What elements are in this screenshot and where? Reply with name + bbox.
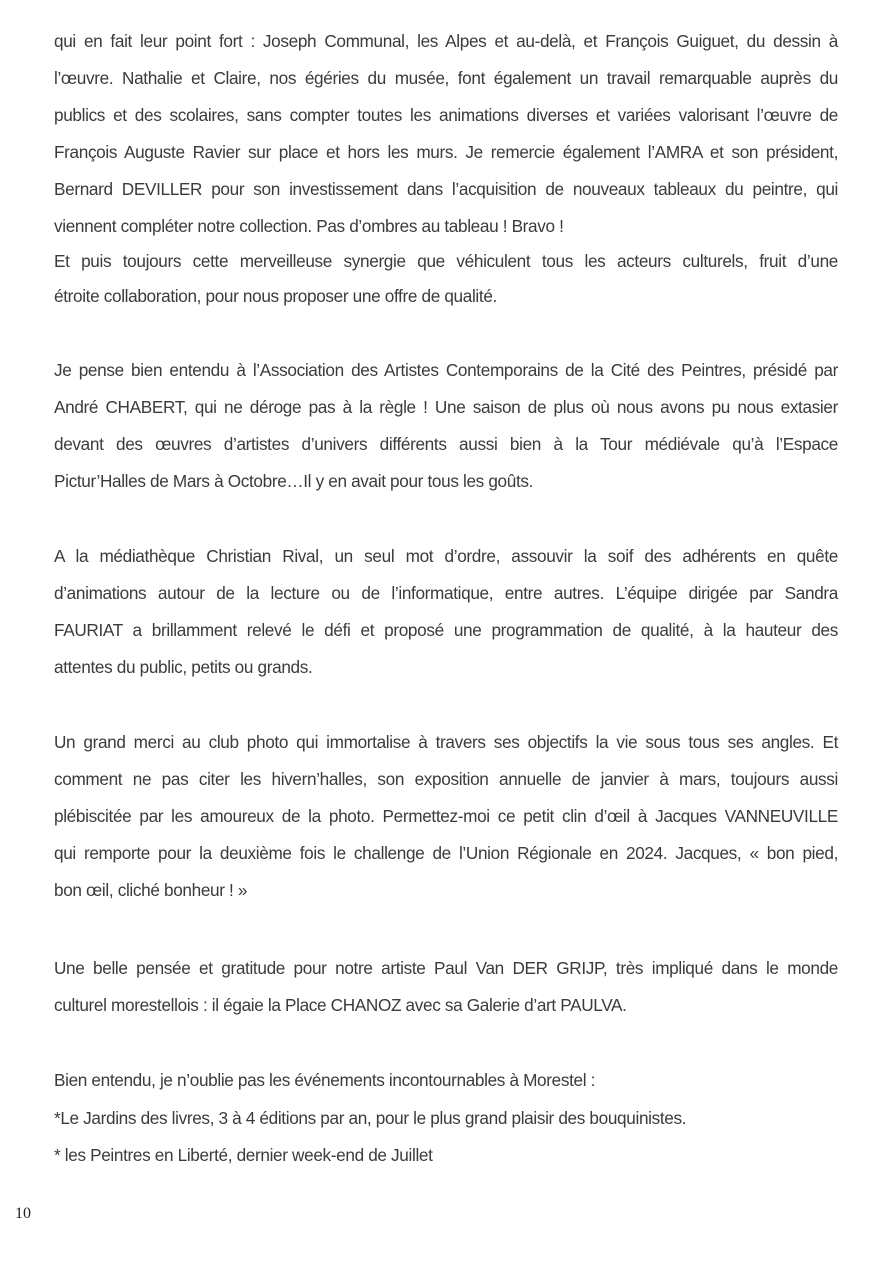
text-line: plébiscitée par les amoureux de la photo. Permettez-moi ce petit clin d’œil à Jacques VANNEUVILLE [54, 806, 838, 826]
text-line: l’œuvre. Nathalie et Claire, nos égéries du musée, font également un travail remarquable auprès du [54, 68, 838, 88]
text-line: étroite collaboration, pour nous proposer une offre de qualité. [54, 286, 497, 306]
text-line: Une belle pensée et gratitude pour notre artiste Paul Van DER GRIJP, très impliqué dans le monde [54, 958, 838, 978]
text-line: FAURIAT a brillamment relevé le défi et proposé une programmation de qualité, à la hauteur des [54, 620, 838, 640]
text-line: attentes du public, petits ou grands. [54, 657, 313, 677]
text-line: d’animations autour de la lecture ou de l’informatique, entre autres. L’équipe dirigée par Sandra [54, 583, 838, 603]
text-line: * les Peintres en Liberté, dernier week-end de Juillet [54, 1145, 433, 1165]
text-line: publics et des scolaires, sans compter toutes les animations diverses et variées valorisant l’œuvre de [54, 105, 838, 125]
text-line: Je pense bien entendu à l’Association des Artistes Contemporains de la Cité des Peintres, présidé par [54, 360, 838, 380]
text-line: devant des œuvres d’artistes d’univers différents aussi bien à la Tour médiévale qu’à l’Espace [54, 434, 838, 454]
text-line: culturel morestellois : il égaie la Place CHANOZ avec sa Galerie d’art PAULVA. [54, 995, 627, 1015]
text-line: qui remporte pour la deuxième fois le challenge de l’Union Régionale en 2024. Jacques, « bon pied, [54, 843, 838, 863]
text-line: Pictur’Halles de Mars à Octobre…Il y en avait pour tous les goûts. [54, 471, 534, 491]
text-line: viennent compléter notre collection. Pas d’ombres au tableau ! Bravo ! [54, 216, 564, 236]
text-line: qui en fait leur point fort : Joseph Communal, les Alpes et au-delà, et François Guiguet, du dessin à [54, 31, 838, 51]
text-line: comment ne pas citer les hivern’halles, son exposition annuelle de janvier à mars, toujours aussi [54, 769, 838, 789]
text-line: André CHABERT, qui ne déroge pas à la règle ! Une saison de plus où nous avons pu nous extasier [54, 397, 838, 417]
text-line: Un grand merci au club photo qui immortalise à travers ses objectifs la vie sous tous ses angles. Et [54, 732, 838, 752]
text-line: Et puis toujours cette merveilleuse synergie que véhiculent tous les acteurs culturels, fruit d’une [54, 251, 838, 271]
text-line: Bien entendu, je n’oublie pas les événements incontournables à Morestel : [54, 1070, 596, 1090]
text-line: *Le Jardins des livres, 3 à 4 éditions par an, pour le plus grand plaisir des bouquinistes. [54, 1108, 687, 1128]
text-line: Bernard DEVILLER pour son investissement dans l’acquisition de nouveaux tableaux du peintre, qui [54, 179, 838, 199]
text-line: bon œil, cliché bonheur ! » [54, 880, 248, 900]
text-line: A la médiathèque Christian Rival, un seul mot d’ordre, assouvir la soif des adhérents en quête [54, 546, 838, 566]
text-line: François Auguste Ravier sur place et hors les murs. Je remercie également l’AMRA et son président, [54, 142, 838, 162]
page-number: 10 [15, 1205, 31, 1222]
